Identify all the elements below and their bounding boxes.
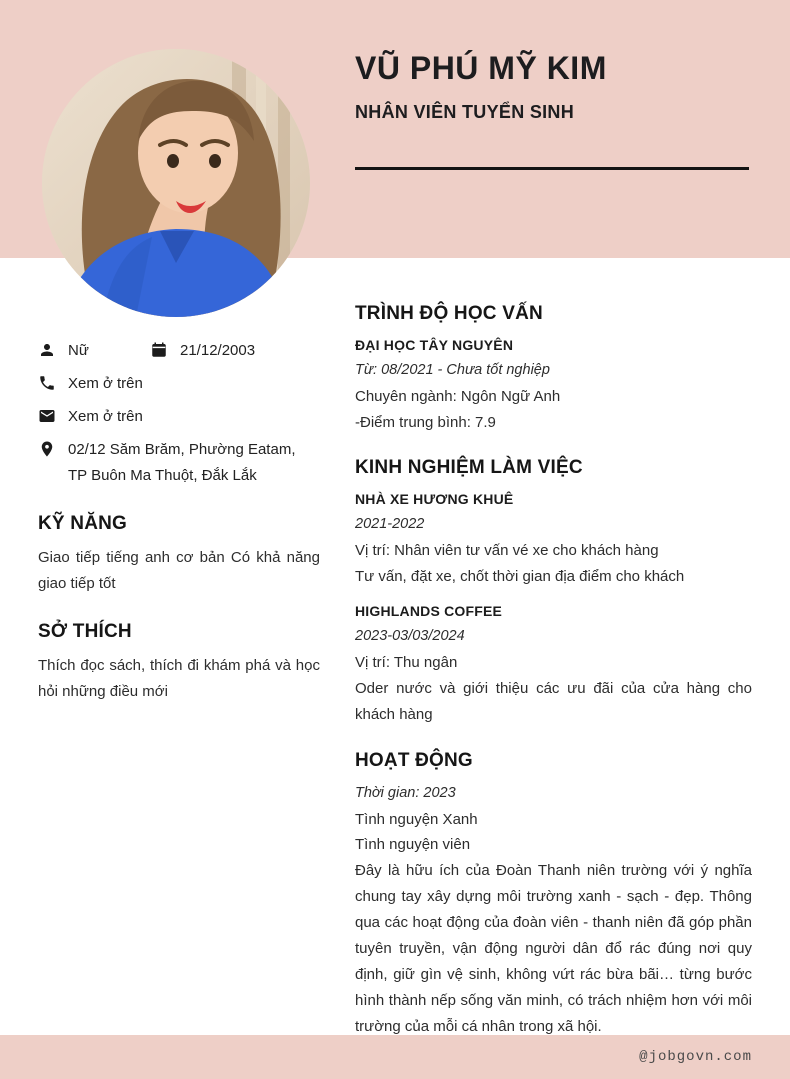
- experience-job: [355, 601, 752, 728]
- address-value: 02/12 Săm Brăm, Phường Eatam, TP Buôn Ma Thuột, Đắk Lắk: [68, 441, 296, 484]
- profile-photo: [42, 49, 310, 317]
- job-position: Vị trí: Thu ngân: [355, 654, 458, 671]
- email-value: Xem ở trên: [68, 408, 143, 425]
- phone-icon: [38, 374, 56, 392]
- skills-heading: KỸ NĂNG: [38, 513, 128, 534]
- header-divider: [355, 167, 749, 170]
- activities-section: [355, 749, 752, 1040]
- education-school: ĐẠI HỌC TÂY NGUYÊN: [355, 337, 514, 353]
- job-position: Vị trí: Nhân viên tư vấn vé xe cho khách hàng: [355, 542, 659, 559]
- candidate-name: VŨ PHÚ MỸ KIM: [355, 50, 607, 86]
- gender-value: Nữ: [68, 342, 89, 359]
- profile-photo-illustration: [42, 49, 310, 317]
- experience-heading: KINH NGHIỆM LÀM VIỆC: [355, 457, 583, 478]
- contact-row-email: [38, 404, 320, 429]
- activity-description: Đây là hữu ích của Đoàn Thanh niên trường với ý nghĩa chung tay xây dựng môi trường xanh - sạch - đẹp. Thông qua các hoạt động của đoàn viên - thanh niên đã góp phần tuyên truyền, vận động người dân đổ rác đúng nơi quy định, giữ gìn vệ sinh, không vứt rác bừa bãi… từng bước hình thành nếp sống văn minh, có trách nhiệm hơn với môi trường của mỗi cá nhân trong xã hội.: [355, 861, 752, 1035]
- calendar-icon: [150, 341, 168, 359]
- contact-dob: [150, 338, 255, 363]
- contact-row-gender-dob: [38, 338, 320, 363]
- activities-heading: HOẠT ĐỘNG: [355, 749, 473, 771]
- contact-row-phone: [38, 371, 320, 396]
- left-column: [38, 338, 320, 705]
- job-company: NHÀ XE HƯƠNG KHUÊ: [355, 491, 514, 507]
- interests-text: Thích đọc sách, thích đi khám phá và học hỏi những điều mới: [38, 657, 320, 700]
- contact-gender: [38, 338, 150, 363]
- job-company: HIGHLANDS COFFEE: [355, 603, 503, 619]
- mail-icon: [38, 407, 56, 425]
- activity-organization: Tình nguyện Xanh: [355, 810, 478, 828]
- interests-heading: SỞ THÍCH: [38, 621, 132, 642]
- contact-row-address: [38, 437, 320, 489]
- candidate-job-title: NHÂN VIÊN TUYỂN SINH: [355, 102, 575, 122]
- education-gpa: -Điểm trung bình: 7.9: [355, 413, 496, 431]
- education-section: [355, 302, 752, 435]
- footer-band: [0, 1035, 790, 1079]
- activity-role: Tình nguyện viên: [355, 836, 471, 853]
- education-heading: TRÌNH ĐỘ HỌC VẤN: [355, 303, 543, 324]
- right-column: [355, 302, 752, 1040]
- header-text-block: [355, 50, 751, 170]
- experience-section: [355, 456, 752, 728]
- education-period: Từ: 08/2021 - Chưa tốt nghiệp: [355, 362, 550, 378]
- job-duty: Tư vấn, đặt xe, chốt thời gian địa điểm cho khách: [355, 567, 685, 585]
- job-duty: Oder nước và giới thiệu các ưu đãi của cửa hàng cho khách hàng: [355, 679, 752, 723]
- job-period: 2023-03/03/2024: [355, 628, 465, 644]
- experience-job: [355, 489, 752, 589]
- education-major: Chuyên ngành: Ngôn Ngữ Anh: [355, 388, 561, 405]
- person-icon: [38, 341, 56, 359]
- location-icon: [38, 440, 56, 458]
- phone-value: Xem ở trên: [68, 375, 143, 392]
- dob-value: 21/12/2003: [180, 342, 256, 359]
- skills-text: Giao tiếp tiếng anh cơ bản Có khả năng giao tiếp tốt: [38, 549, 320, 592]
- job-period: 2021-2022: [355, 516, 425, 532]
- activity-period: Thời gian: 2023: [355, 784, 456, 801]
- footer-watermark: @jobgovn.com: [639, 1049, 752, 1065]
